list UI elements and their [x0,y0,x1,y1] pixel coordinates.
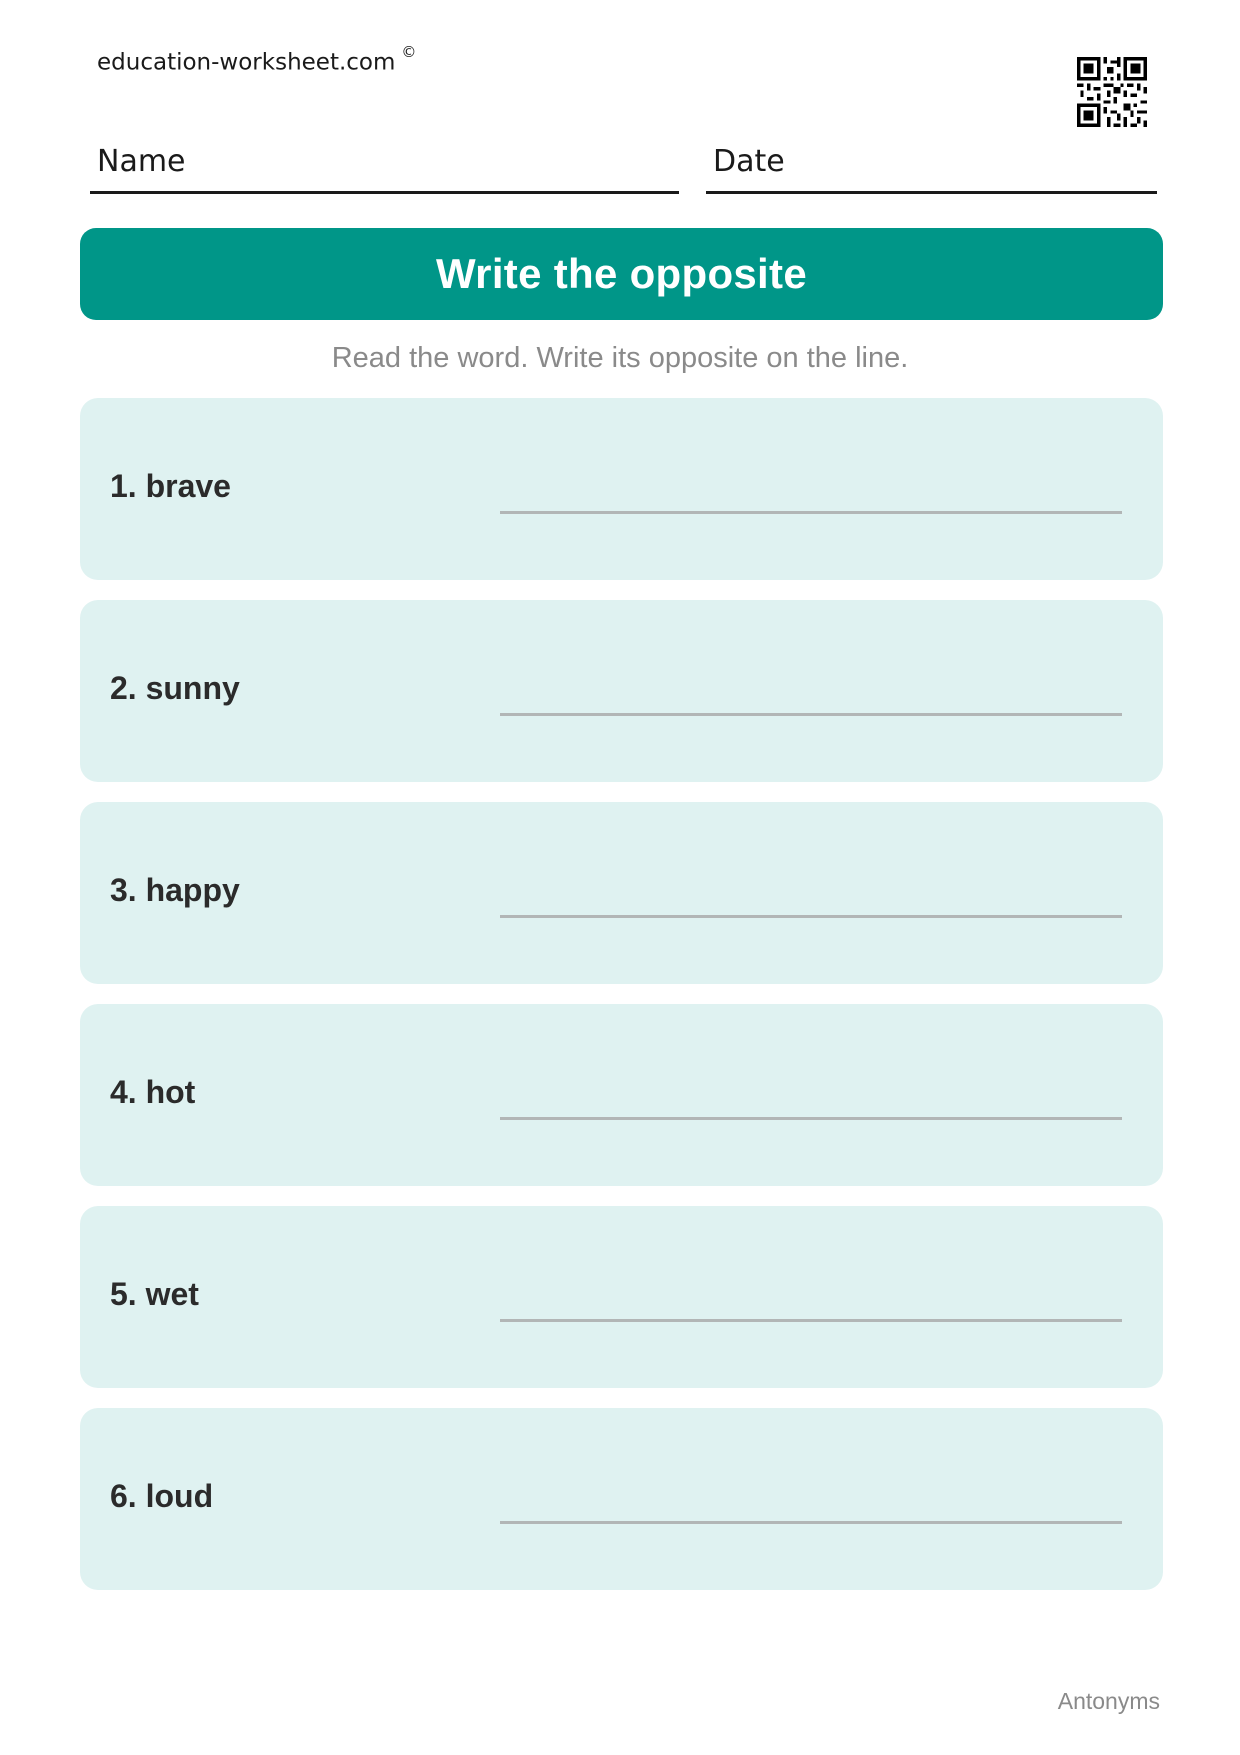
exercise-list [80,398,1163,1610]
name-label: Name [97,144,186,179]
answer-line[interactable] [500,511,1122,514]
exercise-item [80,1408,1163,1590]
instructions: Read the word. Write its opposite on the line. [331,342,909,374]
worksheet-title: Write the opposite [436,250,807,297]
answer-line[interactable] [500,1521,1122,1524]
name-field[interactable] [90,140,679,194]
site-name: education-worksheet.com [97,49,396,76]
copyright-symbol: © [401,43,417,61]
prompt-word: 6. loud [110,1478,214,1514]
site-credit [97,43,417,76]
prompt-word: 2. sunny [110,670,240,706]
answer-line[interactable] [500,915,1122,918]
date-label: Date [713,144,785,179]
exercise-item [80,1004,1163,1186]
qr-code-icon [1077,57,1147,127]
date-field[interactable] [706,140,1157,194]
exercise-item [80,1206,1163,1388]
exercise-item [80,398,1163,580]
title-banner [80,228,1163,320]
exercise-item [80,600,1163,782]
answer-line[interactable] [500,1117,1122,1120]
exercise-item [80,802,1163,984]
answer-line[interactable] [500,713,1122,716]
answer-line[interactable] [500,1319,1122,1322]
topic-label: Antonyms [1057,1688,1160,1714]
prompt-word: 1. brave [110,468,231,504]
prompt-word: 4. hot [110,1074,196,1110]
prompt-word: 3. happy [110,872,240,908]
prompt-word: 5. wet [110,1276,199,1312]
